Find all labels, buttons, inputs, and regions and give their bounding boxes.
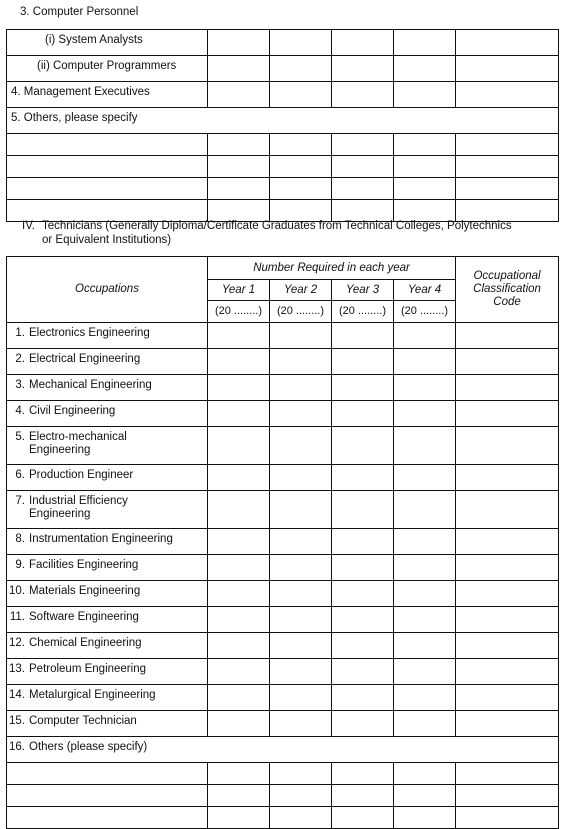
entry-cell[interactable] <box>332 465 394 491</box>
entry-cell[interactable] <box>456 685 559 711</box>
occupation-number: 2. <box>15 353 25 365</box>
entry-cell[interactable] <box>270 785 332 807</box>
entry-cell[interactable] <box>7 785 208 807</box>
entry-cell[interactable] <box>456 375 559 401</box>
occupation-label: Electronics Engineering <box>29 327 150 339</box>
year-3-header: Year 3 <box>332 280 394 301</box>
entry-cell[interactable] <box>332 56 394 82</box>
year-4-header: Year 4 <box>394 280 456 301</box>
section-iv-title-line1: Technicians (Generally Diploma/Certificate Graduates from Technical Colleges, Polytechnics <box>42 220 512 232</box>
entry-cell[interactable] <box>394 491 456 529</box>
entry-cell[interactable] <box>208 685 270 711</box>
entry-cell[interactable] <box>270 763 332 785</box>
computer-personnel-table <box>6 29 559 222</box>
entry-cell[interactable] <box>270 555 332 581</box>
occupation-number: 13. <box>9 663 25 675</box>
entry-cell[interactable] <box>456 156 559 178</box>
entry-cell[interactable] <box>332 529 394 555</box>
entry-cell[interactable] <box>456 30 559 56</box>
entry-cell[interactable] <box>332 581 394 607</box>
occupation-number: 10. <box>9 585 25 597</box>
entry-cell[interactable] <box>394 82 456 108</box>
occupation-cell <box>7 633 208 659</box>
occupation-number: 5. <box>15 431 25 443</box>
occupation-label: Facilities Engineering <box>29 559 139 571</box>
occupation-cell <box>7 401 208 427</box>
occupation-label: Software Engineering <box>29 611 139 623</box>
occupation-number: 9. <box>15 559 25 571</box>
blank-row <box>7 178 559 200</box>
occupation-label: Materials Engineering <box>29 585 141 597</box>
year-2-code[interactable]: (20 ........) <box>270 301 332 323</box>
occupation-number: 3. <box>15 379 25 391</box>
entry-cell[interactable] <box>394 178 456 200</box>
entry-cell[interactable] <box>208 427 270 465</box>
entry-cell[interactable] <box>394 807 456 829</box>
entry-cell[interactable] <box>208 491 270 529</box>
entry-cell[interactable] <box>394 763 456 785</box>
entry-cell[interactable] <box>394 349 456 375</box>
entry-cell[interactable] <box>332 134 394 156</box>
occupation-label: Electrical Engineering <box>29 353 141 365</box>
entry-cell[interactable] <box>394 633 456 659</box>
occupation-cell <box>7 529 208 555</box>
occupation-row <box>7 659 559 685</box>
entry-cell[interactable] <box>270 323 332 349</box>
entry-cell[interactable] <box>270 685 332 711</box>
entry-cell[interactable] <box>270 711 332 737</box>
year-3-code[interactable]: (20 ........) <box>332 301 394 323</box>
entry-cell[interactable] <box>270 633 332 659</box>
occupation-row <box>7 375 559 401</box>
entry-cell[interactable] <box>394 711 456 737</box>
entry-cell[interactable] <box>208 401 270 427</box>
entry-cell[interactable] <box>394 134 456 156</box>
blank-row <box>7 763 559 785</box>
entry-cell[interactable] <box>332 82 394 108</box>
entry-cell[interactable] <box>332 807 394 829</box>
entry-cell[interactable] <box>332 156 394 178</box>
entry-cell[interactable] <box>208 82 270 108</box>
entry-cell[interactable] <box>208 56 270 82</box>
occupation-row <box>7 465 559 491</box>
entry-cell[interactable] <box>332 401 394 427</box>
entry-cell[interactable] <box>208 607 270 633</box>
entry-cell[interactable] <box>7 134 208 156</box>
blank-row <box>7 134 559 156</box>
entry-cell[interactable] <box>208 711 270 737</box>
entry-cell[interactable] <box>332 349 394 375</box>
entry-cell[interactable] <box>270 134 332 156</box>
year-4-code[interactable]: (20 ........) <box>394 301 456 323</box>
table-row <box>7 30 559 56</box>
occupation-row <box>7 323 559 349</box>
entry-cell[interactable] <box>270 529 332 555</box>
entry-cell[interactable] <box>456 807 559 829</box>
entry-cell[interactable] <box>456 401 559 427</box>
occupation-cell <box>7 607 208 633</box>
occupation-label: Industrial Efficiency Engineering <box>29 495 128 520</box>
entry-cell[interactable] <box>208 156 270 178</box>
classification-code-header <box>456 257 559 323</box>
number-required-header: Number Required in each year <box>208 257 456 280</box>
occupation-cell <box>7 711 208 737</box>
section-3-heading: 3. Computer Personnel <box>20 6 139 18</box>
entry-cell[interactable] <box>270 82 332 108</box>
entry-cell[interactable] <box>270 156 332 178</box>
entry-cell[interactable] <box>332 711 394 737</box>
entry-cell[interactable] <box>270 30 332 56</box>
row-label: 4. Management Executives <box>7 82 208 108</box>
occupation-row <box>7 401 559 427</box>
table-row <box>7 108 559 134</box>
entry-cell[interactable] <box>456 349 559 375</box>
others-cell <box>7 737 559 763</box>
occupation-row <box>7 529 559 555</box>
occupation-number: 14. <box>9 689 25 701</box>
entry-cell[interactable] <box>394 30 456 56</box>
entry-cell[interactable] <box>394 427 456 465</box>
entry-cell[interactable] <box>394 323 456 349</box>
occupation-row <box>7 555 559 581</box>
entry-cell[interactable] <box>208 323 270 349</box>
entry-cell[interactable] <box>456 659 559 685</box>
entry-cell[interactable] <box>208 465 270 491</box>
entry-cell[interactable] <box>456 581 559 607</box>
row-label: (i) System Analysts <box>7 30 208 56</box>
entry-cell[interactable] <box>208 529 270 555</box>
entry-cell[interactable] <box>270 807 332 829</box>
entry-cell[interactable] <box>208 633 270 659</box>
entry-cell[interactable] <box>456 763 559 785</box>
entry-cell[interactable] <box>208 555 270 581</box>
entry-cell[interactable] <box>456 633 559 659</box>
others-row <box>7 737 559 763</box>
entry-cell[interactable] <box>456 427 559 465</box>
others-label: Others (please specify) <box>29 741 148 753</box>
entry-cell[interactable] <box>332 178 394 200</box>
entry-cell[interactable] <box>394 785 456 807</box>
occupation-number: 8. <box>15 533 25 545</box>
entry-cell[interactable] <box>270 375 332 401</box>
occupation-label: Production Engineer <box>29 469 134 481</box>
table-row <box>7 56 559 82</box>
occupation-row <box>7 581 559 607</box>
occupation-number: 7. <box>15 495 25 507</box>
entry-cell[interactable] <box>394 465 456 491</box>
entry-cell[interactable] <box>270 56 332 82</box>
entry-cell[interactable] <box>208 349 270 375</box>
blank-row <box>7 807 559 829</box>
entry-cell[interactable] <box>332 427 394 465</box>
entry-cell[interactable] <box>456 82 559 108</box>
entry-cell[interactable] <box>456 785 559 807</box>
entry-cell[interactable] <box>456 555 559 581</box>
entry-cell[interactable] <box>456 607 559 633</box>
occupation-cell <box>7 491 208 529</box>
entry-cell[interactable] <box>7 178 208 200</box>
occupation-label: Computer Technician <box>29 715 137 727</box>
occupation-label: Mechanical Engineering <box>29 379 152 391</box>
occupation-cell <box>7 555 208 581</box>
blank-row <box>7 156 559 178</box>
entry-cell[interactable] <box>332 555 394 581</box>
entry-cell[interactable] <box>394 555 456 581</box>
occupation-cell <box>7 427 208 465</box>
occupation-row <box>7 711 559 737</box>
entry-cell[interactable] <box>394 156 456 178</box>
section-iv-heading <box>22 219 554 247</box>
occupation-row <box>7 685 559 711</box>
entry-cell[interactable] <box>332 607 394 633</box>
occupation-label: Electro-mechanical Engineering <box>29 431 127 456</box>
row-label: 5. Others, please specify <box>7 108 559 134</box>
entry-cell[interactable] <box>208 581 270 607</box>
occupation-label: Petroleum Engineering <box>29 663 146 675</box>
entry-cell[interactable] <box>394 56 456 82</box>
entry-cell[interactable] <box>270 349 332 375</box>
entry-cell[interactable] <box>456 529 559 555</box>
occupation-cell <box>7 581 208 607</box>
occupation-row <box>7 607 559 633</box>
others-number: 16. <box>9 741 25 753</box>
occupation-label: Metalurgical Engineering <box>29 689 156 701</box>
section-iv-title-line2: or Equivalent Institutions) <box>42 234 172 246</box>
row-label: (ii) Computer Programmers <box>7 56 208 82</box>
entry-cell[interactable] <box>394 607 456 633</box>
year-1-header: Year 1 <box>208 280 270 301</box>
blank-row <box>7 785 559 807</box>
occupation-label: Instrumentation Engineering <box>29 533 173 545</box>
occupations-header: Occupations <box>7 257 208 323</box>
section-iv-numeral: IV. <box>22 220 36 232</box>
entry-cell[interactable] <box>332 685 394 711</box>
entry-cell[interactable] <box>456 178 559 200</box>
occupation-number: 1. <box>15 327 25 339</box>
occupation-number: 15. <box>9 715 25 727</box>
entry-cell[interactable] <box>208 134 270 156</box>
entry-cell[interactable] <box>208 30 270 56</box>
year-2-header: Year 2 <box>270 280 332 301</box>
entry-cell[interactable] <box>394 401 456 427</box>
occupation-label: Chemical Engineering <box>29 637 142 649</box>
entry-cell[interactable] <box>208 375 270 401</box>
entry-cell[interactable] <box>7 763 208 785</box>
entry-cell[interactable] <box>270 401 332 427</box>
year-1-code[interactable]: (20 ........) <box>208 301 270 323</box>
occupation-number: 12. <box>9 637 25 649</box>
entry-cell[interactable] <box>394 529 456 555</box>
table-row <box>7 82 559 108</box>
occupation-cell <box>7 349 208 375</box>
entry-cell[interactable] <box>270 491 332 529</box>
classification-code-header-text: Occupational Classification Code <box>473 270 541 308</box>
entry-cell[interactable] <box>332 659 394 685</box>
occupation-cell <box>7 375 208 401</box>
entry-cell[interactable] <box>208 178 270 200</box>
entry-cell[interactable] <box>270 607 332 633</box>
occupation-cell <box>7 465 208 491</box>
entry-cell[interactable] <box>270 465 332 491</box>
occupation-row <box>7 349 559 375</box>
entry-cell[interactable] <box>456 465 559 491</box>
entry-cell[interactable] <box>270 659 332 685</box>
entry-cell[interactable] <box>270 178 332 200</box>
entry-cell[interactable] <box>208 807 270 829</box>
technicians-table <box>6 256 559 829</box>
entry-cell[interactable] <box>332 491 394 529</box>
occupation-cell <box>7 323 208 349</box>
entry-cell[interactable] <box>456 134 559 156</box>
occupation-row <box>7 427 559 465</box>
entry-cell[interactable] <box>270 581 332 607</box>
entry-cell[interactable] <box>332 30 394 56</box>
entry-cell[interactable] <box>394 685 456 711</box>
occupation-row <box>7 491 559 529</box>
entry-cell[interactable] <box>208 785 270 807</box>
occupation-number: 4. <box>15 405 25 417</box>
occupation-cell <box>7 659 208 685</box>
entry-cell[interactable] <box>394 581 456 607</box>
occupation-row <box>7 633 559 659</box>
entry-cell[interactable] <box>332 633 394 659</box>
occupation-cell <box>7 685 208 711</box>
entry-cell[interactable] <box>332 785 394 807</box>
entry-cell[interactable] <box>394 375 456 401</box>
entry-cell[interactable] <box>456 711 559 737</box>
entry-cell[interactable] <box>394 659 456 685</box>
entry-cell[interactable] <box>456 323 559 349</box>
entry-cell[interactable] <box>7 156 208 178</box>
occupation-number: 11. <box>9 611 25 623</box>
entry-cell[interactable] <box>270 427 332 465</box>
entry-cell[interactable] <box>208 659 270 685</box>
entry-cell[interactable] <box>7 807 208 829</box>
entry-cell[interactable] <box>456 56 559 82</box>
entry-cell[interactable] <box>332 763 394 785</box>
entry-cell[interactable] <box>208 763 270 785</box>
entry-cell[interactable] <box>332 375 394 401</box>
entry-cell[interactable] <box>332 323 394 349</box>
entry-cell[interactable] <box>456 491 559 529</box>
occupation-number: 6. <box>15 469 25 481</box>
occupation-label: Civil Engineering <box>29 405 116 417</box>
